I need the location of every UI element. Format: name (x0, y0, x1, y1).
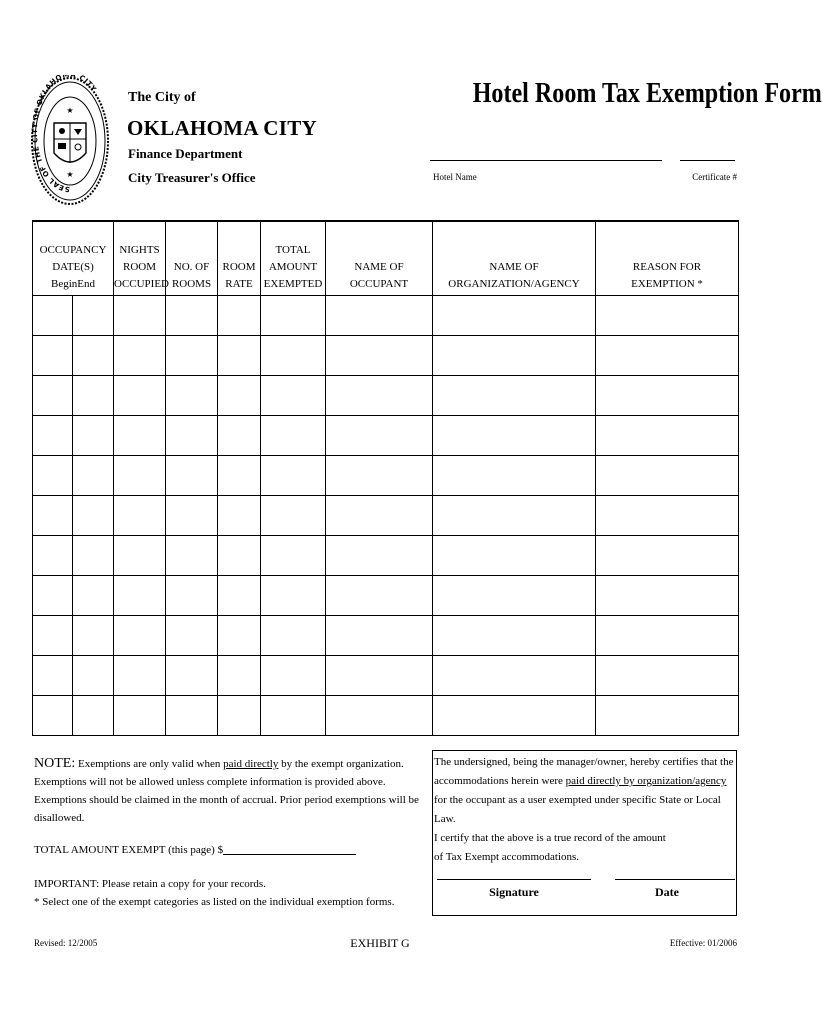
column-header (218, 221, 261, 295)
table-cell[interactable] (166, 415, 218, 455)
table-cell[interactable] (326, 575, 433, 615)
column-header-line: AMOUNT (268, 260, 318, 273)
table-cell[interactable] (166, 495, 218, 535)
table-cell[interactable] (326, 455, 433, 495)
note-line1-a: Exemptions are only valid when (75, 758, 224, 770)
table-cell[interactable] (433, 655, 596, 695)
table-cell[interactable] (596, 375, 739, 415)
table-cell[interactable] (596, 695, 739, 735)
svg-text:★: ★ (66, 170, 74, 179)
column-header-line: NIGHTS (119, 243, 160, 256)
cert-line2-underlined: paid directly by organization/agency (565, 775, 727, 787)
column-header (166, 221, 218, 295)
table-cell[interactable] (433, 295, 596, 335)
table-cell[interactable] (73, 575, 114, 615)
table-cell[interactable] (261, 375, 326, 415)
table-cell[interactable] (73, 615, 114, 655)
table-cell[interactable] (218, 655, 261, 695)
table-cell[interactable] (33, 455, 73, 495)
column-header-line: ORGANIZATION/AGENCY (448, 277, 580, 290)
table-cell[interactable] (33, 575, 73, 615)
table-row (33, 455, 739, 495)
table-cell[interactable] (218, 615, 261, 655)
table-cell[interactable] (433, 695, 596, 735)
column-header-line: DATE(S) (52, 260, 94, 273)
table-cell[interactable] (218, 695, 261, 735)
table-cell[interactable] (218, 375, 261, 415)
table-row (33, 695, 739, 735)
table-row (33, 615, 739, 655)
table-cell[interactable] (114, 455, 166, 495)
table-row (33, 535, 739, 575)
important-note: IMPORTANT: Please retain a copy for your records. (34, 878, 266, 890)
table-cell[interactable] (326, 375, 433, 415)
table-cell[interactable] (73, 695, 114, 735)
seal-text: SEAL OF THE CITY OF OKLAHOMA CITY (31, 75, 98, 194)
table-cell[interactable] (33, 495, 73, 535)
table-cell[interactable] (326, 695, 433, 735)
table-cell[interactable] (166, 295, 218, 335)
table-row (33, 495, 739, 535)
table-cell[interactable] (433, 535, 596, 575)
table-cell[interactable] (166, 575, 218, 615)
date-label: Date (655, 885, 679, 899)
city-name: OKLAHOMA CITY (127, 116, 317, 140)
column-header-line: NO. OF (173, 260, 210, 273)
table-cell[interactable] (114, 415, 166, 455)
table-cell[interactable] (218, 335, 261, 375)
column-header-line: OCCUPANCY (39, 243, 107, 256)
table-cell[interactable] (73, 295, 114, 335)
column-header (596, 221, 739, 295)
table-cell[interactable] (433, 335, 596, 375)
table-row (33, 335, 739, 375)
table-cell[interactable] (326, 295, 433, 335)
table-cell[interactable] (114, 295, 166, 335)
column-header (114, 221, 170, 295)
table-cell[interactable] (33, 695, 73, 735)
table-cell[interactable] (433, 455, 596, 495)
note-line2: Exemptions will not be allowed unless complete information is provided above. (34, 776, 386, 788)
table-cell[interactable] (114, 695, 166, 735)
table-cell[interactable] (33, 375, 73, 415)
table-cell[interactable] (33, 335, 73, 375)
table-cell[interactable] (326, 655, 433, 695)
column-header-line: ROOM (122, 260, 156, 273)
column-header-line: NAME OF (489, 260, 539, 273)
note-line1-underlined: paid directly (223, 758, 279, 770)
table-cell[interactable] (73, 655, 114, 695)
table-cell[interactable] (114, 495, 166, 535)
table-cell[interactable] (596, 615, 739, 655)
table-cell[interactable] (33, 655, 73, 695)
table-header-row (33, 221, 739, 295)
table-cell[interactable] (261, 495, 326, 535)
column-header-line: OCCUPANT (349, 277, 409, 290)
table-cell[interactable] (114, 375, 166, 415)
table-cell[interactable] (261, 655, 326, 695)
table-cell[interactable] (433, 375, 596, 415)
note-line1-b: by the exempt organization. (278, 758, 404, 770)
table-cell[interactable] (261, 295, 326, 335)
table-cell[interactable] (166, 535, 218, 575)
table-cell[interactable] (596, 295, 739, 335)
table-cell[interactable] (261, 695, 326, 735)
column-header (326, 221, 433, 295)
signature-label: Signature (489, 885, 539, 899)
table-cell[interactable] (433, 575, 596, 615)
table-cell[interactable] (33, 415, 73, 455)
office-label: City Treasurer's Office (128, 170, 256, 185)
table-cell[interactable] (218, 575, 261, 615)
table-cell[interactable] (261, 615, 326, 655)
table-cell[interactable] (218, 415, 261, 455)
table-cell[interactable] (33, 535, 73, 575)
column-header (261, 221, 326, 295)
table-cell[interactable] (218, 455, 261, 495)
table-cell[interactable] (433, 495, 596, 535)
table-cell[interactable] (326, 335, 433, 375)
column-header-line: OCCUPIED (114, 277, 170, 290)
table-cell[interactable] (261, 455, 326, 495)
asterisk-note: * Select one of the exempt categories as listed on the individual exemption forms. (34, 896, 395, 908)
city-seal-icon (30, 75, 110, 207)
table-cell[interactable] (596, 335, 739, 375)
table-cell[interactable] (114, 575, 166, 615)
hotel-name-field[interactable] (430, 160, 662, 161)
city-of-label: The City of (128, 90, 196, 105)
department-label: Finance Department (128, 146, 243, 161)
table-cell[interactable] (166, 375, 218, 415)
table-cell[interactable] (326, 415, 433, 455)
table-cell[interactable] (261, 535, 326, 575)
signature-field[interactable] (437, 879, 591, 880)
column-header-line: ROOM (222, 260, 256, 273)
cert-line2-a: accommodations herein were (434, 775, 566, 787)
note-prefix: NOTE: (34, 756, 76, 771)
table-row (33, 375, 739, 415)
total-amount-field[interactable] (223, 854, 356, 855)
table-cell[interactable] (433, 415, 596, 455)
table-cell[interactable] (73, 535, 114, 575)
table-cell[interactable] (73, 335, 114, 375)
table-row (33, 655, 739, 695)
certificate-field[interactable] (680, 160, 735, 161)
table-cell[interactable] (73, 375, 114, 415)
table-cell[interactable] (218, 535, 261, 575)
table-cell[interactable] (114, 535, 166, 575)
table-cell[interactable] (73, 455, 114, 495)
table-cell[interactable] (596, 535, 739, 575)
certificate-label: Certificate # (692, 172, 737, 182)
table-cell[interactable] (261, 415, 326, 455)
table-cell[interactable] (114, 655, 166, 695)
column-header (433, 221, 596, 295)
table-cell[interactable] (166, 335, 218, 375)
note-line3: Exemptions should be claimed in the month of accrual. Prior period exemptions will be disallowed. (34, 794, 419, 824)
svg-text:★: ★ (66, 106, 74, 115)
cert-line4: I certify that the above is a true record of the amount (434, 832, 666, 844)
table-cell[interactable] (33, 295, 73, 335)
column-subheader: End (77, 277, 95, 290)
cert-line1: The undersigned, being the manager/owner, hereby certifies that the (434, 756, 734, 768)
total-amount-label: TOTAL AMOUNT EXEMPT (this page) $ (34, 844, 224, 856)
cert-line3: for the occupant as a user exempted under specific State or Local Law. (434, 794, 721, 825)
table-cell[interactable] (433, 615, 596, 655)
column-header-line: EXEMPTION * (631, 277, 703, 290)
table-cell[interactable] (218, 495, 261, 535)
column-header (33, 221, 114, 295)
table-cell[interactable] (261, 575, 326, 615)
table-cell[interactable] (261, 335, 326, 375)
effective-label: Effective: 01/2006 (669, 938, 737, 948)
column-header-line: ROOMS (171, 277, 212, 290)
notes-section (34, 755, 429, 911)
hotel-name-label: Hotel Name (433, 172, 477, 182)
table-row (33, 295, 739, 335)
table-cell[interactable] (166, 655, 218, 695)
table-cell[interactable] (596, 455, 739, 495)
table-cell[interactable] (114, 335, 166, 375)
column-subheader: Begin (50, 277, 78, 290)
table-cell[interactable] (166, 695, 218, 735)
table-body (33, 295, 739, 735)
date-field[interactable] (615, 879, 735, 880)
column-header-line: TOTAL (275, 243, 311, 256)
exhibit-label: EXHIBIT G (350, 936, 410, 950)
table-cell[interactable] (326, 615, 433, 655)
form-title: Hotel Room Tax Exemption Form (472, 78, 822, 109)
table-cell[interactable] (33, 615, 73, 655)
table-cell[interactable] (218, 295, 261, 335)
table-cell[interactable] (73, 415, 114, 455)
table-cell[interactable] (596, 655, 739, 695)
table-row (33, 415, 739, 455)
table-cell[interactable] (596, 415, 739, 455)
certification-text (434, 753, 734, 867)
table-cell[interactable] (166, 455, 218, 495)
cert-line5: of Tax Exempt accommodations. (434, 851, 580, 863)
table-cell[interactable] (73, 495, 114, 535)
table-cell[interactable] (326, 495, 433, 535)
column-header-line: RATE (225, 277, 253, 290)
table-cell[interactable] (596, 575, 739, 615)
table-cell[interactable] (326, 535, 433, 575)
column-header-line: REASON FOR (632, 260, 702, 273)
column-header-line: NAME OF (354, 260, 404, 273)
table-cell[interactable] (114, 615, 166, 655)
table-cell[interactable] (596, 495, 739, 535)
exemption-table (32, 220, 739, 736)
column-header-line: EXEMPTED (263, 277, 323, 290)
revised-label: Revised: 12/2005 (34, 938, 98, 948)
table-row (33, 575, 739, 615)
table-cell[interactable] (166, 615, 218, 655)
